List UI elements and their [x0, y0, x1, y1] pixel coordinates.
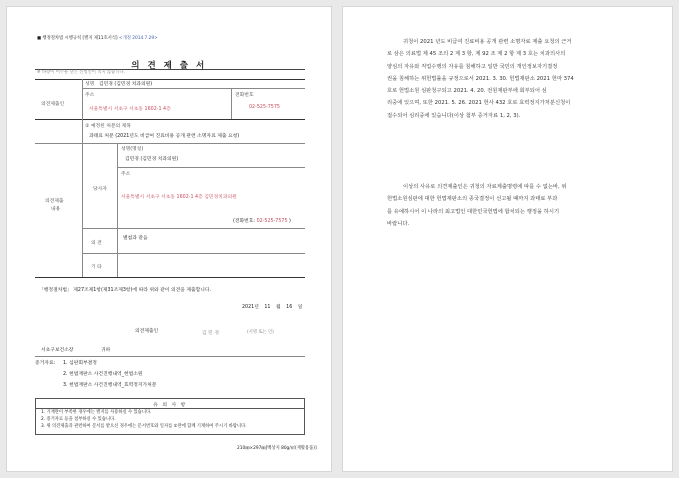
party-phone-close: ) [289, 219, 291, 224]
section-rule [35, 143, 305, 144]
opinion-section-label-2: 내용 [51, 207, 61, 212]
submitter-name: 김민경 (김민경 치과의원) [99, 82, 153, 87]
paragraph-line: 양심의 자유와 직업수행의 자유를 침해하고 일반 국민의 개인정보자기결정 [387, 63, 558, 70]
section-rule [35, 119, 305, 120]
form-title: 의 견 제 출 서 [131, 61, 207, 71]
divider [117, 143, 118, 277]
party-name: 김민경 (김민경 치과의원) [125, 157, 179, 162]
notice-item: 3. 위 의견제출과 관련하여 문서를 받으신 경우에는 문서번호와 일자를 ①란에 함께 기재하여 주시기 바랍니다. [41, 424, 247, 429]
divider [82, 143, 83, 277]
paragraph-line: 호로 헌법소원 심판청구되고 2021. 4. 20. 전원재판부에 회부되어 심 [387, 88, 547, 95]
date-day: 16 일 [286, 305, 303, 310]
recipient-suffix: 귀하 [101, 348, 111, 353]
submitter-phone: 02-525-7575 [249, 105, 280, 110]
submitter-phone-label: 전화번호 [235, 93, 254, 98]
paragraph-line: 리중에 있으며, 또한 2021. 5. 26. 2021 헌사 432 호로 효력정지가처분신청이 [387, 100, 571, 107]
divider [35, 356, 305, 357]
party-address-label: 주소 [121, 172, 131, 177]
paragraph-line: 바랍니다. [387, 220, 410, 227]
signer-name: 김 민 경 [202, 331, 219, 336]
form-header [37, 37, 158, 42]
planned-action-label: ① 예정된 처분의 제목 [85, 124, 131, 129]
submitter-address-label: 주소 [85, 93, 95, 98]
divider [82, 228, 305, 229]
party-phone-number: 02-525-7575 [256, 219, 288, 224]
submitter-address: 서울특별시 서초구 서초동 1602-1 4층 [89, 107, 171, 112]
evidence-label: 증거자료: [35, 361, 56, 366]
paragraph-line: 헌법소원심판에 대한 헌법재판소의 종국결정이 선고될 때까지 과태료 부과 [387, 196, 558, 203]
date-month: 11 월 [264, 305, 281, 310]
signer-label: 의견제출인 [135, 329, 159, 334]
section-rule [35, 277, 305, 278]
party-address: 서울특별시 서초구 서초동 1602-1 4층 김민경치과의원 [121, 195, 237, 200]
notice-item: 2. 증거자료 등을 첨부하실 수 있습니다. [41, 417, 116, 422]
paragraph-line: 로 삼은 의료법 제 45 조의 2 제 3 항, 제 92 조 제 2 항 제 3 호는 치과의사의 [387, 51, 566, 58]
paper-spec: 210㎜×297㎜[백상지 80g/㎡(재활용품)] [237, 446, 317, 451]
divider [82, 79, 83, 119]
divider [36, 408, 304, 409]
evidence-item: 2. 헌법재판소 사건진행내역_헌법소원 [63, 372, 143, 377]
submitter-section-label: 의견제출인 [41, 102, 65, 107]
statement: 「행정절차법」 제27조제1항(제31조제3항)에 따라 위와 같이 의견을 제출합니다. [39, 288, 212, 293]
date-year: 2021년 [242, 305, 259, 310]
notice-title: 유 의 사 항 [153, 403, 187, 408]
evidence-item: 1. 심판회부결정 [63, 361, 97, 366]
paragraph-line: 귀청이 2021 년도 비급여 진료비용 공개 관련 소명자료 제출 요청의 근거 [403, 39, 572, 45]
party-label: 당사자 [93, 187, 107, 192]
form-guidance: ※ 바탕이 어두운 난은 신청인이 적지 않습니다. [37, 70, 125, 75]
opinion-label: 의 견 [91, 241, 102, 246]
evidence-item: 3. 헌법재판소 사건진행내역_효력정지가처분 [63, 383, 157, 388]
table-top-rule [35, 79, 305, 80]
paragraph-line: 접수되어 심리중에 있습니다(이상 첨부 증거자료 1, 2, 3). [387, 112, 521, 119]
form-header-prefix: ■ 행정절차법 시행규칙 [별지 제11호서식] [37, 36, 118, 41]
opinion-value: 별첨과 같음 [123, 236, 148, 241]
form-header-revision: <개정 2014.7.29> [118, 36, 158, 41]
notice-box [35, 398, 305, 435]
party-phone [233, 217, 291, 224]
paragraph-line: 를 유예하시어 이 나라의 최고법인 대한민국헌법에 합치되는 행정을 하시기 [387, 208, 560, 215]
party-name-label: 성명(명칭) [121, 147, 144, 152]
opinion-section-label: 의견제출 [45, 199, 64, 204]
other-label: 기 타 [91, 265, 102, 270]
submission-date [242, 303, 302, 310]
attachment-page [342, 6, 673, 472]
party-phone-label: (전화번호: [233, 219, 256, 224]
divider [231, 88, 232, 119]
recipient: 서초구보건소장 [41, 348, 74, 353]
divider [82, 119, 83, 143]
divider [82, 88, 305, 89]
attachment-paragraph-1 [387, 36, 642, 122]
submitter-name-label: 성명 [85, 82, 95, 87]
notice-item: 1. 기재란이 부족한 경우에는 별지를 사용하실 수 있습니다. [41, 410, 152, 415]
planned-action-title: 과태료 처분 (2021년도 비급여 진료비용 공개 관련 소명자료 제출 요청) [89, 134, 240, 139]
form-page [6, 6, 332, 472]
paragraph-line: 이상의 사유로 의견제출인은 귀청의 자료제출명령에 따를 수 없는바, 위 [403, 184, 567, 190]
divider [82, 253, 305, 254]
sign-note: (서명 또는 인) [247, 330, 274, 335]
paragraph-line: 권을 침해하는 위헌법률을 규정으로서 2021. 3. 30. 헌법재판소 2021 헌마 374 [387, 75, 574, 82]
attachment-paragraph-2 [387, 181, 642, 230]
divider [117, 167, 305, 168]
